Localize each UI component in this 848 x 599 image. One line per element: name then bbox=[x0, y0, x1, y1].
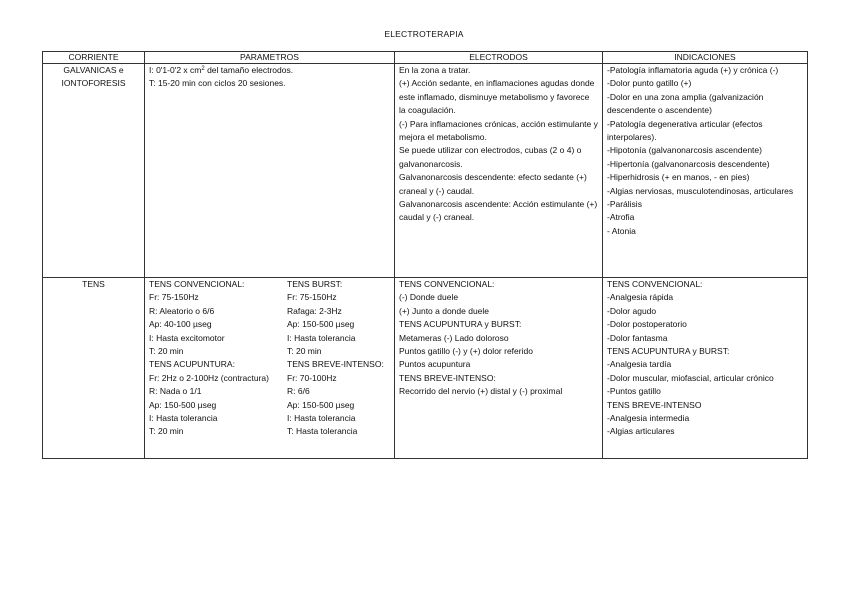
electrodos-tens bbox=[395, 278, 603, 459]
param-right: Fr: 75-150Hz bbox=[287, 292, 337, 303]
text-line: TENS ACUPUNTURA y BURST: bbox=[607, 346, 730, 357]
param-left: I: Hasta tolerancia bbox=[149, 413, 218, 424]
indicaciones-galvanicas bbox=[603, 64, 808, 278]
param-right: Ap: 150-500 µseg bbox=[287, 399, 355, 410]
param-pair bbox=[149, 305, 390, 318]
param-pair bbox=[149, 425, 390, 438]
text-line: -Atrofia bbox=[607, 212, 635, 223]
text-line: -Parálisis bbox=[607, 199, 642, 210]
param-pair bbox=[149, 291, 390, 304]
header-indicaciones: INDICACIONES bbox=[603, 52, 808, 64]
text-line: Galvanonarcosis descendente: efecto sedante (+) craneal y (-) caudal. bbox=[399, 172, 587, 196]
text-line: -Analgesia intermedia bbox=[607, 413, 690, 424]
document-title: ELECTROTERAPIA bbox=[384, 29, 464, 39]
text-line: -Analgesia rápida bbox=[607, 292, 674, 303]
text-line: TENS ACUPUNTURA y BURST: bbox=[399, 319, 522, 330]
corriente-line: GALVANICAS e bbox=[63, 65, 124, 75]
param-left: TENS ACUPUNTURA: bbox=[149, 359, 235, 370]
param-left: Fr: 2Hz o 2-100Hz (contractura) bbox=[149, 372, 269, 383]
param-pair bbox=[149, 385, 390, 398]
text-line: Recorrido del nervio (+) distal y (-) proximal bbox=[399, 386, 563, 397]
param-right: Ap: 150-500 µseg bbox=[287, 319, 355, 330]
corriente-line: IONTOFORESIS bbox=[61, 78, 126, 89]
text-line: -Patología degenerativa articular (efectos interpolares). bbox=[607, 118, 763, 143]
text-line: -Hiperhidrosis (+ en manos, - en pies) bbox=[607, 172, 750, 183]
corriente-galvanicas bbox=[43, 64, 145, 278]
header-electrodos: ELECTRODOS bbox=[395, 52, 603, 64]
param-right: Rafaga: 2-3Hz bbox=[287, 305, 342, 316]
text-line: Puntos acupuntura bbox=[399, 359, 471, 370]
param-right: T: 20 min bbox=[287, 346, 322, 357]
param-right: TENS BREVE-INTENSO: bbox=[287, 359, 384, 370]
text-line: TENS BREVE-INTENSO bbox=[607, 399, 702, 410]
text-line: -Hipertonía (galvanonarcosis descendente) bbox=[607, 158, 770, 169]
text-line: Metameras (-) Lado doloroso bbox=[399, 332, 509, 343]
param-pair bbox=[149, 332, 390, 345]
text-line: TENS CONVENCIONAL: bbox=[399, 279, 495, 289]
param-pair bbox=[149, 412, 390, 425]
text-line: TENS CONVENCIONAL: bbox=[607, 279, 703, 289]
header-parametros: PARAMETROS bbox=[145, 52, 395, 64]
text-line: Puntos gatillo (-) y (+) dolor referido bbox=[399, 346, 533, 357]
param-pair bbox=[149, 345, 390, 358]
text-line: -Dolor postoperatorio bbox=[607, 319, 687, 330]
param-left: T: 20 min bbox=[149, 346, 184, 357]
text-line: -Dolor muscular, miofascial, articular crónico bbox=[607, 372, 774, 383]
param-right: T: Hasta tolerancia bbox=[287, 426, 358, 437]
text-line: TENS BREVE-INTENSO: bbox=[399, 372, 496, 383]
text-line: - Atonia bbox=[607, 225, 636, 236]
row-galvanicas bbox=[43, 64, 808, 278]
text-line: (+) Acción sedante, en inflamaciones agudas donde este inflamado, disminuye metabolismo y favorece la coagulación. bbox=[399, 78, 595, 116]
electrodos-galvanicas bbox=[395, 64, 603, 278]
param-left: I: Hasta excitomotor bbox=[149, 332, 225, 343]
param-intensity: I: 0'1-0'2 x $cm^2$ del tamaño electrodos. bbox=[149, 65, 294, 75]
param-pair bbox=[149, 399, 390, 412]
text-line: -Puntos gatillo bbox=[607, 386, 661, 397]
param-left: Ap: 40-100 µseg bbox=[149, 319, 212, 330]
header-corriente: CORRIENTE bbox=[43, 52, 145, 64]
param-pair bbox=[149, 372, 390, 385]
param-right: Fr: 70-100Hz bbox=[287, 372, 337, 383]
corriente-tens: TENS bbox=[43, 278, 145, 459]
text-line: (-) Para inflamaciones crónicas, acción estimulante y mejora el metabolismo. bbox=[399, 118, 598, 143]
row-tens bbox=[43, 278, 808, 459]
param-left: Fr: 75-150Hz bbox=[149, 292, 199, 303]
text-line: -Dolor agudo bbox=[607, 305, 657, 316]
param-right: R: 6/6 bbox=[287, 386, 310, 397]
text-line: (+) Junto a donde duele bbox=[399, 305, 490, 316]
text-line: -Dolor en una zona amplia (galvanización descendente o ascendente) bbox=[607, 91, 764, 116]
param-right: I: Hasta tolerancia bbox=[287, 332, 356, 343]
text-line: Se puede utilizar con electrodos, cubas (2 o 4) o galvanonarcosis. bbox=[399, 145, 582, 169]
electroterapia-table bbox=[42, 51, 808, 459]
indicaciones-tens bbox=[603, 278, 808, 459]
text-line: Galvanonarcosis ascendente: Acción estimulante (+) caudal y (-) craneal. bbox=[399, 199, 598, 223]
param-pair bbox=[149, 358, 390, 371]
param-left: R: Nada o 1/1 bbox=[149, 386, 202, 397]
text-line: -Patología inflamatoria aguda (+) y crónica (-) bbox=[607, 65, 779, 75]
param-right: I: Hasta tolerancia bbox=[287, 413, 356, 424]
parametros-tens bbox=[145, 278, 395, 459]
param-left: T: 20 min bbox=[149, 426, 184, 437]
header-row bbox=[43, 52, 808, 64]
param-right: TENS BURST: bbox=[287, 279, 343, 289]
parametros-galvanicas bbox=[145, 64, 395, 278]
text-line: -Dolor punto gatillo (+) bbox=[607, 78, 692, 89]
param-pair bbox=[149, 318, 390, 331]
text-line: -Algias nerviosas, musculotendinosas, articulares bbox=[607, 185, 794, 196]
param-left: Ap: 150-500 µseg bbox=[149, 399, 217, 410]
text-line: (-) Donde duele bbox=[399, 292, 459, 303]
param-left: TENS CONVENCIONAL: bbox=[149, 279, 245, 289]
param-left: R: Aleatorio o 6/6 bbox=[149, 305, 215, 316]
text-line: En la zona a tratar. bbox=[399, 65, 471, 75]
text-line: -Dolor fantasma bbox=[607, 332, 668, 343]
param-time: T: 15-20 min con ciclos 20 sesiones. bbox=[149, 78, 286, 89]
text-line: -Hipotonía (galvanonarcosis ascendente) bbox=[607, 145, 762, 156]
text-line: -Analgesia tardía bbox=[607, 359, 672, 370]
param-pair bbox=[149, 278, 390, 291]
text-line: -Algias articulares bbox=[607, 426, 675, 437]
